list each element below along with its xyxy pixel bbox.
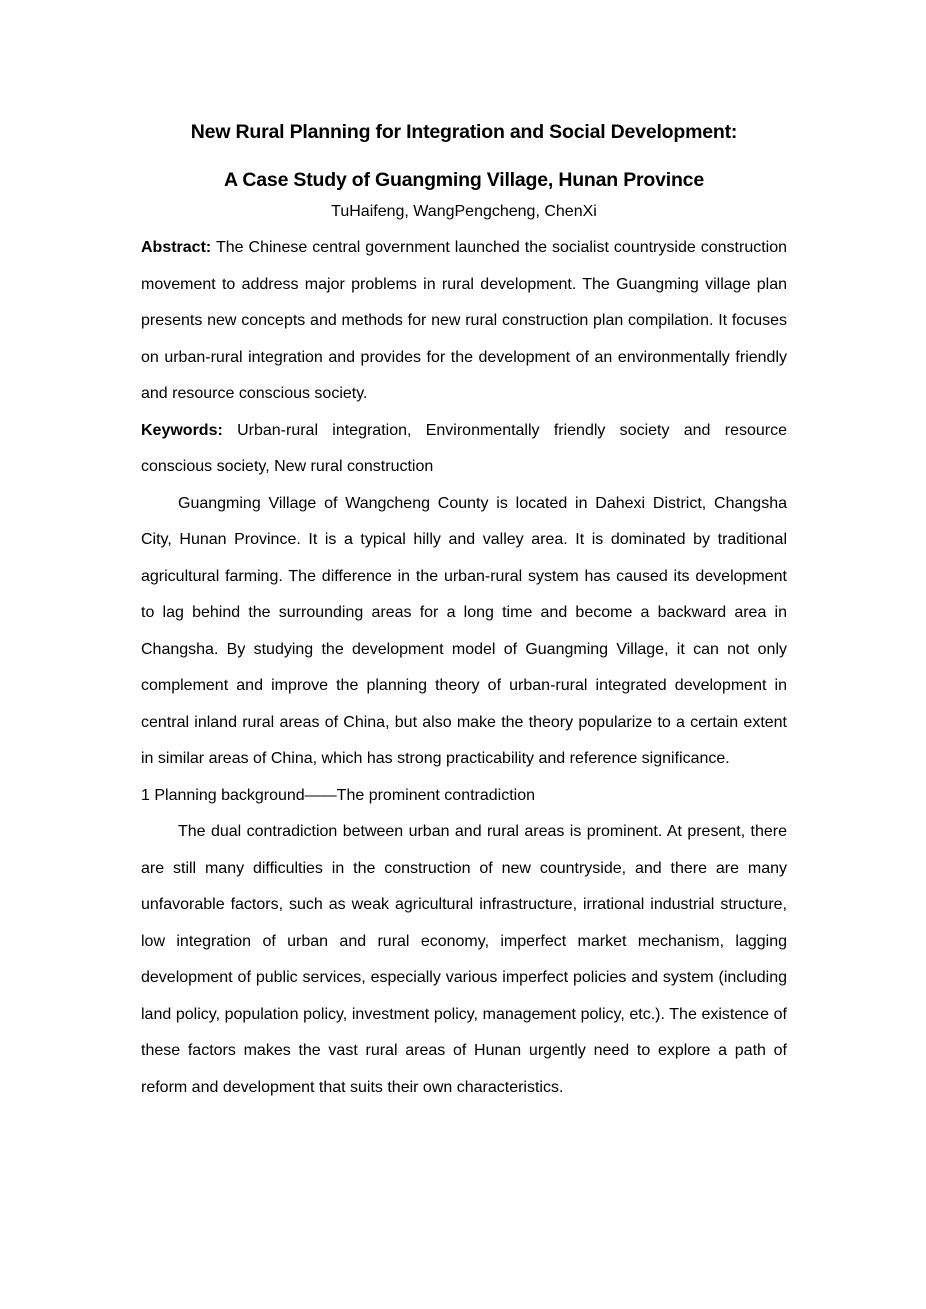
keywords-paragraph <box>141 413 787 486</box>
keywords-text: Urban-rural integration, Environmentally friendly society and resource conscious society, New rural construction <box>141 421 787 475</box>
abstract-label: Abstract: <box>141 239 212 256</box>
paper-page <box>141 120 787 1106</box>
abstract-text: The Chinese central government launched the socialist countryside construction movement to address major problems in rural development. The Guangming village plan presents new concepts and methods for new rural construction plan compilation. It focuses on urban-rural integration and provides for the development of an environmentally friendly and resource conscious society. <box>141 239 788 402</box>
section-1-heading: 1 Planning background——The prominent contradiction <box>141 786 536 804</box>
keywords-label: Keywords: <box>141 421 223 439</box>
abstract-paragraph <box>141 230 787 413</box>
intro-paragraph: Guangming Village of Wangcheng County is located in Dahexi District, Changsha City, Hunan Province. It is a typical hilly and valley area. It is dominated by traditional agricultural farming. The difference in the urban-rural system has caused its development to lag behind the surrounding areas for a long time and become a backward area in Changsha. By studying the development model of Guangming Village, it can not only complement and improve the planning theory of urban-rural integrated development in central inland rural areas of China, but also make the theory popularize to a certain extent in similar areas of China, which has strong practicability and reference significance. <box>141 494 787 767</box>
paper-title-line-2: A Case Study of Guangming Village, Hunan Province <box>224 169 704 191</box>
author-list: TuHaifeng, WangPengcheng, ChenXi <box>331 203 597 220</box>
paper-title-line-1: New Rural Planning for Integration and Social Development: <box>190 121 738 143</box>
section-1-paragraph: The dual contradiction between urban and rural areas is prominent. At present, there are still many difficulties in the construction of new countryside, and there are many unfavorable factors, such as weak agricultural infrastructure, irrational industrial structure, low integration of urban and rural economy, imperfect market mechanism, lagging development of public services, especially various imperfect policies and system (including land policy, population policy, investment policy, management policy, etc.). The existence of these factors makes the vast rural areas of Hunan urgently need to explore a path of reform and development that suits their own characteristics. <box>141 823 787 1096</box>
